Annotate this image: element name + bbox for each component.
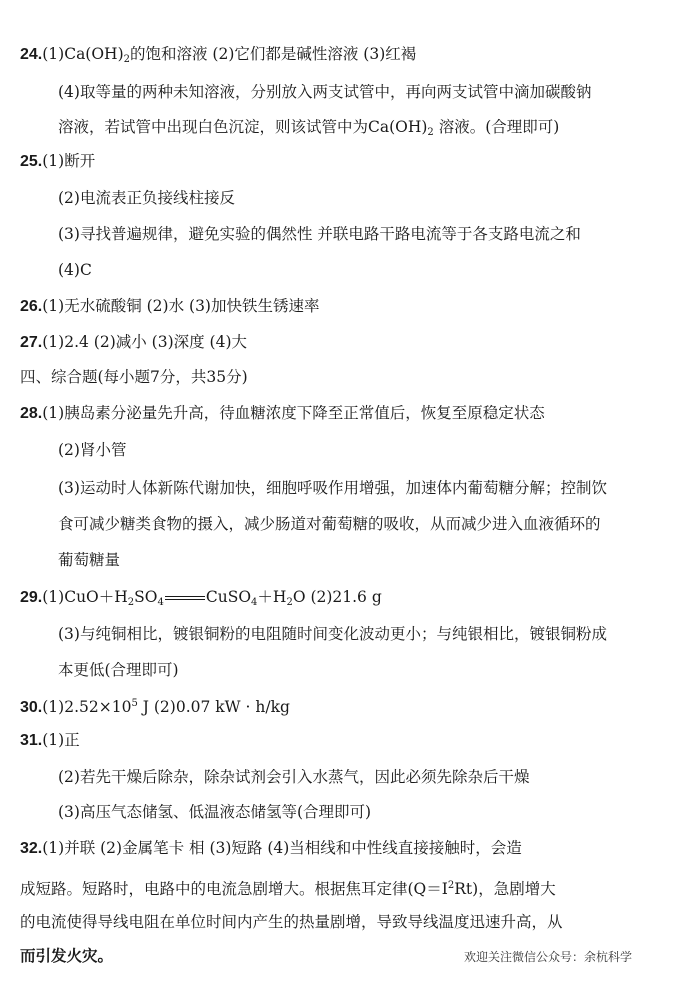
question-number: 27.: [20, 334, 43, 351]
q31-line-1: 31.(1)正: [20, 731, 80, 749]
question-number: 29.: [20, 589, 43, 606]
q28-line-3: (3)运动时人体新陈代谢加快，细胞呼吸作用增强，加速体内葡萄糖分解；控制饮: [58, 479, 607, 497]
q24-line-2: (4)取等量的两种未知溶液，分别放入两支试管中，再向两支试管中滴加碳酸钠: [58, 83, 592, 101]
q28-line-5: 葡萄糖量: [58, 551, 121, 569]
q32-line-2: 成短路。短路时，电路中的电流急剧增大。根据焦耳定律$(Q=I^2Rt)$，急剧增大: [20, 880, 556, 898]
q30-line-1: $30.(1)2.52\times 10^5$ J (2)0.07 kW · h/kg: [20, 698, 290, 716]
q32-line-4: 而引发火灾。: [20, 946, 114, 965]
question-number: 26.: [20, 298, 43, 315]
question-number: 30.: [20, 699, 43, 716]
q29-line-3: 本更低(合理即可): [58, 661, 179, 679]
q28-line-2: (2)肾小管: [58, 441, 127, 459]
q29-line-2: (3)与纯铜相比，镀银铜粉的电阻随时间变化波动更小；与纯银相比，镀银铜粉成: [58, 625, 607, 643]
equation-equals-sign: [165, 596, 205, 600]
q24-line-3: 溶液，若试管中出现白色沉淀，则该试管中为$Ca(OH)_2$ 溶液。(合理即可): [58, 118, 560, 138]
q28-line-4: 食可减少糖类食物的摄入，减少肠道对葡萄糖的吸收，从而减少进入血液循环的: [58, 515, 601, 533]
q32-line-1: 32.(1)并联 (2)金属笔卡 相 (3)短路 (4)当相线和中性线直接接触时，会造: [20, 839, 522, 857]
q28-line-1: 28.(1)胰岛素分泌量先升高，待血糖浓度下降至正常值后，恢复至原稳定状态: [20, 404, 545, 422]
q29-line-1: $29.(1)CuO+H_2SO_4$ $CuSO_4+H_2O$ (2)21.6 g: [20, 588, 382, 608]
q31-line-3: (3)高压气态储氢、低温液态储氢等(合理即可): [58, 803, 372, 821]
question-number: 31.: [20, 732, 43, 749]
q31-line-2: (2)若先干燥后除杂，除杂试剂会引入水蒸气，因此必须先除杂后干燥: [58, 768, 530, 786]
q27-line-1: 27.(1)2.4 (2)减小 (3)深度 (4)大: [20, 333, 248, 351]
q32-line-3: 的电流使得导线电阻在单位时间内产生的热量剧增，导致导线温度迅速升高，从: [20, 913, 563, 931]
q25-line-1: 25.(1)断开: [20, 152, 96, 170]
question-number: 32.: [20, 840, 43, 857]
question-number: 28.: [20, 405, 43, 422]
q24-line-1: $24.(1)Ca(OH)_2$的饱和溶液 (2)它们都是碱性溶液 (3)红褐: [20, 45, 417, 65]
q26-line-1: 26.(1)无水硫酸铜 (2)水 (3)加快铁生锈速率: [20, 297, 320, 315]
question-number: 25.: [20, 153, 43, 170]
footer-wechat-note: 欢迎关注微信公众号：余杭科学: [464, 950, 633, 964]
section-heading: 四、综合题(每小题7分，共35分): [20, 368, 248, 386]
q25-line-2: (2)电流表正负接线柱接反: [58, 189, 235, 207]
q25-line-3: (3)寻找普遍规律，避免实验的偶然性 并联电路干路电流等于各支路电流之和: [58, 225, 581, 243]
question-number: 24.: [20, 46, 43, 63]
q25-line-4: (4)C: [58, 261, 92, 279]
